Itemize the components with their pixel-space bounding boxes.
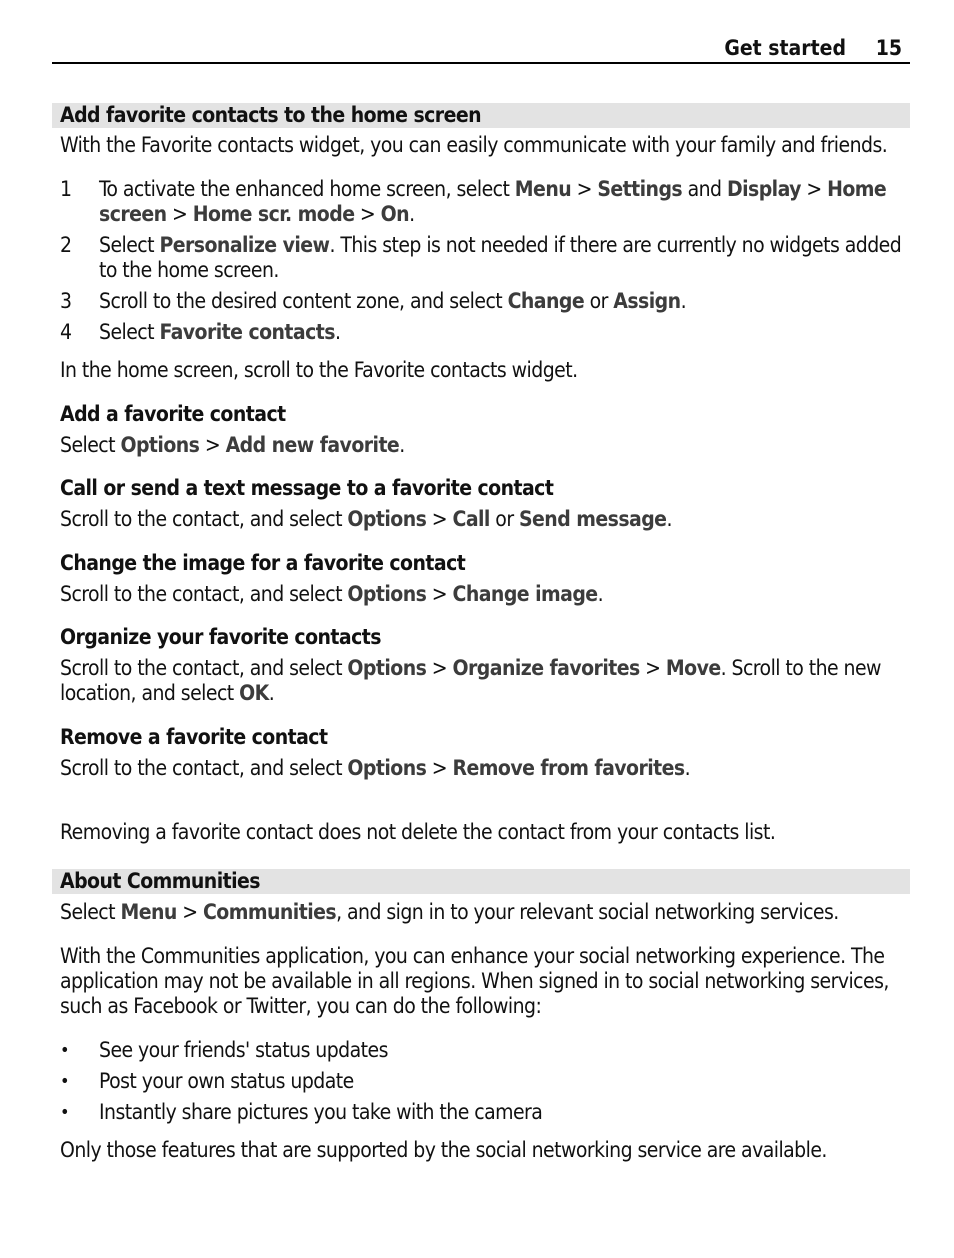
step-number: 1 (60, 177, 72, 201)
subheading-add-favorite: Add a favorite contact (60, 402, 286, 426)
paragraph-call-message: Scroll to the contact, and select Options > Call or Send message. (60, 507, 672, 531)
step-item: 1 To activate the enhanced home screen, select Menu > Settings and Display > Home screen > Home scr. mode > On. (60, 177, 887, 226)
page-header (52, 32, 910, 64)
step-number: 4 (60, 320, 72, 344)
subheading-change-image: Change the image for a favorite contact (60, 551, 466, 575)
list-item: • Instantly share pictures you take with the camera (60, 1100, 543, 1124)
section-heading-communities: About Communities (52, 869, 910, 894)
paragraph-remove: Scroll to the contact, and select Options > Remove from favorites. (60, 756, 691, 780)
page-content (52, 103, 910, 1163)
step-number: 2 (60, 233, 72, 257)
section-heading-favorites: Add favorite contacts to the home screen (52, 103, 910, 128)
bullet-icon: • (60, 1040, 70, 1061)
subheading-call-message: Call or send a text message to a favorite contact (60, 476, 554, 500)
note-text: Removing a favorite contact does not delete the contact from your contacts list. (60, 820, 776, 844)
subheading-remove: Remove a favorite contact (60, 725, 328, 749)
communities-paragraph-1: Select Menu > Communities, and sign in to your relevant social networking services. (60, 900, 839, 924)
steps-list (52, 177, 910, 345)
step-item: 4 Select Favorite contacts. (60, 320, 341, 344)
subheading-organize: Organize your favorite contacts (60, 625, 381, 649)
bullet-icon: • (60, 1102, 70, 1123)
communities-paragraph-3: Only those features that are supported by the social networking service are available. (60, 1138, 827, 1162)
page-number: 15 (875, 36, 902, 60)
paragraph-add-favorite: Select Options > Add new favorite. (60, 433, 405, 457)
list-item: • Post your own status update (60, 1069, 354, 1093)
bullet-list (52, 1038, 910, 1125)
step-item: 2 Select Personalize view. This step is not needed if there are currently no widgets added to the home screen. (60, 233, 902, 282)
bullet-icon: • (60, 1071, 70, 1092)
paragraph-organize: Scroll to the contact, and select Options > Organize favorites > Move. Scroll to the new location, and select OK. (60, 656, 881, 705)
list-item: • See your friends' status updates (60, 1038, 388, 1062)
step-item: 3 Scroll to the desired content zone, and select Change or Assign. (60, 289, 687, 313)
favorites-intro: With the Favorite contacts widget, you can easily communicate with your family and friends. (60, 133, 888, 157)
communities-paragraph-2: With the Communities application, you can enhance your social networking experience. The application may not be available in all regions. When signed in to social networking services, such as Facebook or Twitter, you can do the following: (60, 944, 889, 1018)
section-title: Get started (724, 36, 846, 60)
step-number: 3 (60, 289, 72, 313)
paragraph-change-image: Scroll to the contact, and select Options > Change image. (60, 582, 604, 606)
after-steps-text: In the home screen, scroll to the Favorite contacts widget. (60, 358, 578, 382)
